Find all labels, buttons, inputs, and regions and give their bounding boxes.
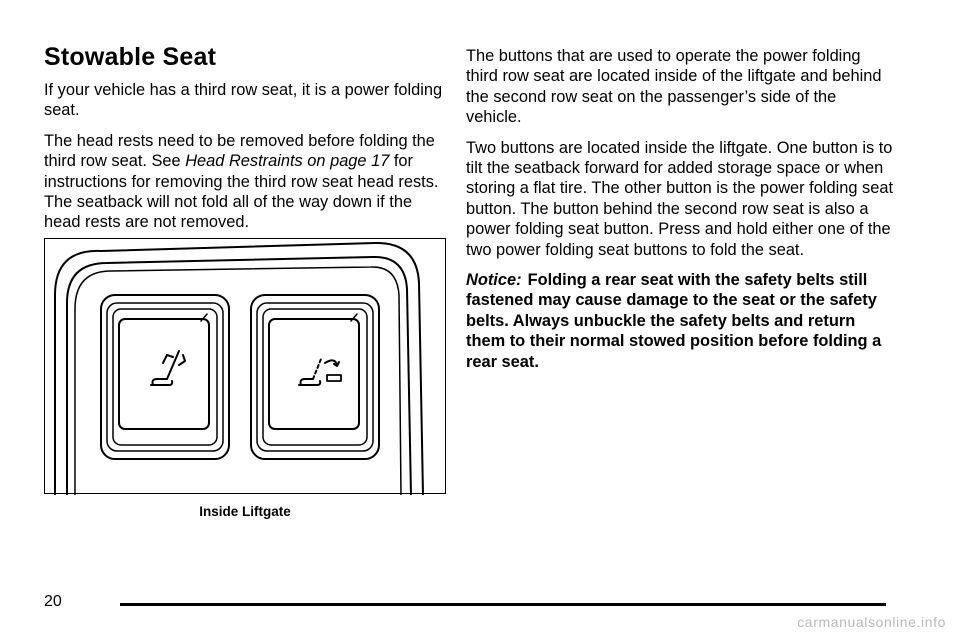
liftgate-buttons-paragraph: Two buttons are located inside the liftgate. One button is to tilt the seatback forward for added storage space or when storing a flat tire. The other button is the power folding seat button. The button behind the second row seat is also a power folding seat button. Press and hold either one of the two power folding seat buttons to fold the seat. [466, 138, 894, 259]
liftgate-buttons-illustration [44, 238, 446, 494]
head-rest-paragraph [44, 131, 448, 233]
notice-text: Folding a rear seat with the safety belts still fastened may cause damage to the seat or the safety belts. Always unbuckle the safety belts and return them to their normal stowed position before folding a rear seat. [466, 271, 882, 371]
watermark: carmanualsonline.info [797, 614, 946, 630]
left-button-recess [113, 309, 217, 445]
left-button-face [119, 319, 209, 429]
liftgate-panel-drawing [45, 239, 447, 495]
seat-fold-icon [299, 359, 341, 385]
right-button-face [269, 319, 359, 429]
section-title: Stowable Seat [44, 43, 217, 71]
head-rest-text-before: The head rests need to be removed before folding the third row seat. See [44, 131, 435, 171]
notice-paragraph [466, 270, 896, 372]
button-location-paragraph: The buttons that are used to operate the power folding third row seat are located inside of the liftgate and behind the second row seat on the passenger’s side of the vehicle. [466, 47, 882, 127]
head-rest-text-after: for instructions for removing the third row seat head rests. The seatback will not fold all of the way down if the head rests are not removed. [44, 152, 439, 232]
left-column [44, 42, 448, 243]
figure-caption: Inside Liftgate [199, 504, 291, 519]
footer-rule [120, 603, 886, 606]
notice-label: Notice: [466, 271, 522, 290]
right-button-recess [263, 309, 367, 445]
panel-outline-inner [75, 267, 401, 495]
page-number: 20 [44, 593, 62, 610]
head-restraints-reference-link[interactable]: Head Restraints on page 17 [185, 152, 390, 171]
intro-paragraph: If your vehicle has a third row seat, it is a power folding seat. [44, 81, 443, 120]
right-column [466, 46, 896, 382]
seat-tilt-icon [151, 351, 185, 385]
